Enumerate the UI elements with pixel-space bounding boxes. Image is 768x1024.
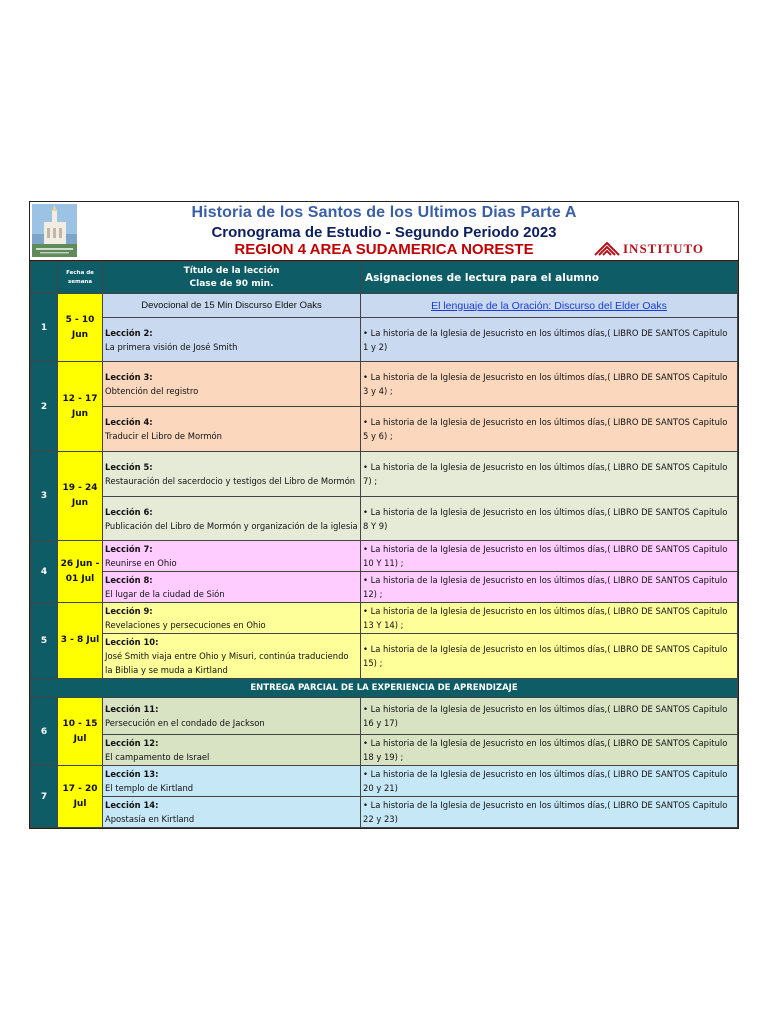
document-header: [30, 202, 738, 261]
lesson-cell: [103, 797, 361, 828]
lesson-title-header-line1: Título de la lección: [183, 265, 280, 276]
lesson-label: Lección 12:: [105, 738, 159, 748]
reading-cell: • La historia de la Iglesia de Jesucristo en los últimos días,( LIBRO DE SANTOS Capitulo 16 y 17): [361, 698, 738, 735]
week-date: 17 - 20 Jul: [58, 766, 103, 828]
lesson-label: Lección 14:: [105, 800, 159, 810]
week-date: 10 - 15 Jul: [58, 698, 103, 766]
devotional-cell: Devocional de 15 Min Discurso Elder Oaks: [103, 294, 361, 318]
reading-cell: • La historia de la Iglesia de Jesucristo en los últimos días,( LIBRO DE SANTOS Capitulo 15) ;: [361, 634, 738, 679]
lesson-cell: [103, 318, 361, 362]
lesson-cell: [103, 541, 361, 572]
lesson-title: José Smith viaja entre Ohio y Misuri, continúa traduciendo la Biblia y se muda a Kirtland: [105, 651, 349, 675]
table-row: [31, 634, 738, 679]
reading-cell: • La historia de la Iglesia de Jesucristo en los últimos días,( LIBRO DE SANTOS Capitulo 22 y 23): [361, 797, 738, 828]
lesson-label: Lección 5:: [105, 462, 153, 472]
reading-cell: • La historia de la Iglesia de Jesucristo en los últimos días,( LIBRO DE SANTOS Capitulo 1 y 2): [361, 318, 738, 362]
lesson-label: Lección 9:: [105, 606, 153, 616]
lesson-label: Lección 7:: [105, 544, 153, 554]
table-row: [31, 452, 738, 497]
lesson-label: Lección 6:: [105, 506, 153, 517]
lesson-cell: [103, 603, 361, 634]
table-row: [31, 541, 738, 572]
schedule-sheet: [29, 201, 739, 829]
week-date: 26 Jun - 01 Jul: [58, 541, 103, 603]
lesson-cell: [103, 572, 361, 603]
column-header-row: [31, 262, 738, 294]
document-subtitle: Cronograma de Estudio - Segundo Periodo 2023: [211, 224, 557, 241]
lesson-label: Lección 2:: [105, 327, 153, 338]
separator-label: ENTREGA PARCIAL DE LA EXPERIENCIA DE APRENDIZAJE: [31, 679, 738, 698]
week-number: 4: [31, 541, 58, 603]
lesson-title: Persecución en el condado de Jackson: [105, 718, 265, 728]
lesson-cell: [103, 362, 361, 407]
lesson-title: La primera visión de José Smith: [105, 341, 238, 352]
reading-cell: • La historia de la Iglesia de Jesucristo en los últimos días,( LIBRO DE SANTOS Capitulo 7) ;: [361, 452, 738, 497]
table-row: [31, 572, 738, 603]
instituto-logo-text: INSTITUTO: [623, 241, 705, 256]
lesson-label: Lección 10:: [105, 637, 159, 647]
week-date: 19 - 24 Jun: [58, 452, 103, 541]
date-column-header: Fecha de semana: [58, 262, 103, 294]
lesson-title: Publicación del Libro de Mormón y organización de la iglesia: [105, 520, 358, 531]
week-date: 5 - 10 Jun: [58, 294, 103, 362]
region-title: REGION 4 AREA SUDAMERICA NORESTE: [234, 241, 534, 258]
table-row: [31, 362, 738, 407]
table-row: [31, 603, 738, 634]
lesson-cell: [103, 634, 361, 679]
lesson-cell: [103, 407, 361, 452]
lesson-cell: [103, 698, 361, 735]
lesson-title: El templo de Kirtland: [105, 783, 194, 793]
lesson-label: Lección 11:: [105, 704, 159, 714]
lesson-title: Reunirse en Ohio: [105, 558, 177, 568]
reading-cell: • La historia de la Iglesia de Jesucristo en los últimos días,( LIBRO DE SANTOS Capitulo 20 y 21): [361, 766, 738, 797]
week-number-header: [31, 262, 58, 294]
reading-cell: • La historia de la Iglesia de Jesucristo en los últimos días,( LIBRO DE SANTOS Capitulo 12) ;: [361, 572, 738, 603]
lesson-title: Restauración del sacerdocio y testigos del Libro de Mormón: [105, 476, 356, 486]
week-number: 2: [31, 362, 58, 452]
table-row: [31, 497, 738, 541]
lesson-title: Obtención del registro: [105, 386, 199, 396]
table-row: [31, 735, 738, 766]
instituto-emblem-icon: [594, 242, 620, 256]
reading-column-header: Asignaciones de lectura para el alumno: [361, 262, 738, 294]
table-row: [31, 766, 738, 797]
reading-cell: • La historia de la Iglesia de Jesucristo en los últimos días,( LIBRO DE SANTOS Capitulo 8 Y 9): [361, 497, 738, 541]
document-title: Historia de los Santos de los Ultimos Dias Parte A: [191, 204, 577, 221]
week-date: 12 - 17 Jun: [58, 362, 103, 452]
separator-row: [31, 679, 738, 698]
lesson-cell: [103, 735, 361, 766]
table-row: [31, 407, 738, 452]
schedule-table: [30, 261, 738, 828]
reading-cell: • La historia de la Iglesia de Jesucristo en los últimos días,( LIBRO DE SANTOS Capitulo 13 Y 14) ;: [361, 603, 738, 634]
table-row: [31, 294, 738, 318]
lesson-cell: [103, 766, 361, 797]
lesson-label: Lección 3:: [105, 372, 153, 382]
lesson-title: El lugar de la ciudad de Sión: [105, 589, 225, 599]
lesson-cell: [103, 452, 361, 497]
week-number: 7: [31, 766, 58, 828]
reading-cell: • La historia de la Iglesia de Jesucristo en los últimos días,( LIBRO DE SANTOS Capitulo 3 y 4) ;: [361, 362, 738, 407]
week-number: 3: [31, 452, 58, 541]
week-number: 5: [31, 603, 58, 679]
lesson-title: Traducir el Libro de Mormón: [105, 431, 222, 441]
reading-cell: • La historia de la Iglesia de Jesucristo en los últimos días,( LIBRO DE SANTOS Capitulo 18 y 19) ;: [361, 735, 738, 766]
devotional-link[interactable]: El lenguaje de la Oración: Discurso del Elder Oaks: [361, 294, 738, 318]
lesson-title-header-line2: Clase de 90 min.: [189, 278, 274, 289]
lesson-cell: [103, 497, 361, 541]
reading-cell: • La historia de la Iglesia de Jesucristo en los últimos días,( LIBRO DE SANTOS Capitulo 10 Y 11) ;: [361, 541, 738, 572]
instituto-logo: [594, 241, 704, 257]
table-row: [31, 318, 738, 362]
week-date: 3 - 8 Jul: [58, 603, 103, 679]
lesson-label: Lección 13:: [105, 769, 159, 779]
reading-cell: • La historia de la Iglesia de Jesucristo en los últimos días,( LIBRO DE SANTOS Capitulo 5 y 6) ;: [361, 407, 738, 452]
lesson-title: Apostasía en Kirtland: [105, 814, 195, 824]
lesson-label: Lección 8:: [105, 575, 153, 585]
week-number: 6: [31, 698, 58, 766]
table-row: [31, 797, 738, 828]
lesson-title: Revelaciones y persecuciones en Ohio: [105, 620, 266, 630]
lesson-title: El campamento de Israel: [105, 752, 210, 762]
week-number: 1: [31, 294, 58, 362]
lesson-title-column-header: [103, 262, 361, 294]
table-row: [31, 698, 738, 735]
lesson-label: Lección 4:: [105, 417, 153, 427]
